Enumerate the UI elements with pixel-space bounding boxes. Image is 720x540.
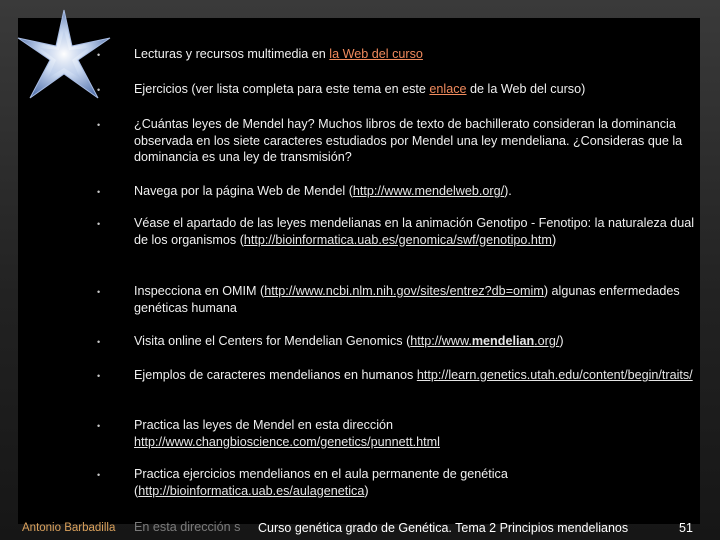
hyperlink[interactable]: enlace <box>429 82 467 96</box>
text-segment: Visita online el Centers for Mendelian Genomics ( <box>134 334 411 348</box>
footer-title: Curso genética grado de Genética. Tema 2 Principios mendelianos <box>258 521 629 535</box>
text-segment: de la Web del curso) <box>466 82 586 96</box>
bullet-icon: • <box>97 219 101 229</box>
bullet-icon: • <box>97 371 101 381</box>
hyperlink[interactable]: http://bioinformatica.uab.es/genomica/swf/genotipo.htm <box>243 232 552 247</box>
hyperlink[interactable]: http://www.mendelweb.org/ <box>352 184 505 198</box>
hyperlink[interactable]: http://www.changbioscience.com/genetics/punnett.html <box>134 434 440 449</box>
list-item-text <box>134 417 696 450</box>
bullet-icon: • <box>97 421 101 431</box>
hyperlink[interactable]: .org/ <box>534 334 560 348</box>
list-item-text <box>134 46 696 63</box>
text-segment: ) <box>364 483 369 498</box>
slide-footer <box>0 518 720 540</box>
bullet-icon: • <box>97 470 101 480</box>
list-item-text <box>134 367 696 384</box>
text-segment: ) <box>551 232 557 247</box>
list-item-text <box>134 215 696 248</box>
list-item-text <box>134 116 696 166</box>
text-segment: Inspecciona en OMIM ( <box>134 284 265 298</box>
page-number: 51 <box>679 521 693 535</box>
hyperlink[interactable]: http://www. <box>410 334 472 348</box>
list-item-text <box>134 183 696 200</box>
text-segment: Lecturas y recursos multimedia en <box>134 47 330 61</box>
text-segment: Ejemplos de caracteres mendelianos en humanos <box>134 368 417 382</box>
text-segment: Practica las leyes de Mendel en esta dirección <box>134 418 394 432</box>
hyperlink[interactable]: http://bioinformatica.uab.es/aulagenetica <box>138 483 365 498</box>
text-segment: Véase el apartado de las leyes mendelianas en la animación Genotipo - Fenotipo: la naturaleza dual de los organismos ( <box>134 216 695 247</box>
text-segment: ) algunas enfermedades genéticas humana <box>134 284 680 315</box>
hyperlink[interactable]: mendelian <box>471 334 535 348</box>
list-item-text <box>134 466 696 499</box>
text-segment: ) <box>559 334 564 348</box>
overflow-text: En esta dirección s <box>134 520 241 534</box>
text-segment: ). <box>504 184 512 198</box>
hyperlink[interactable]: http://learn.genetics.utah.edu/content/begin/traits/ <box>416 368 693 382</box>
bullet-icon: • <box>97 187 101 197</box>
bullet-icon: • <box>97 120 101 130</box>
hyperlink[interactable]: la Web del curso <box>329 47 423 61</box>
text-segment: ¿Cuántas leyes de Mendel hay? Muchos libros de texto de bachillerato consideran la dominancia observada en los siete caracteres estudiados por Mendel una ley mendeliana. ¿Consideras que la dominancia es una ley de transmisión? <box>134 117 683 164</box>
bullet-icon: • <box>97 85 101 95</box>
bullet-icon: • <box>97 287 101 297</box>
list-item-text <box>134 283 696 316</box>
hyperlink[interactable]: http://www.ncbi.nlm.nih.gov/sites/entrez?db=omim <box>264 284 544 298</box>
bullet-icon: • <box>97 337 101 347</box>
text-segment: Ejercicios (ver lista completa para este tema en este <box>134 82 430 96</box>
list-item-text <box>134 81 696 98</box>
bullet-icon: • <box>97 50 101 60</box>
text-segment: Practica ejercicios mendelianos en el aula permanente de genética ( <box>134 467 508 498</box>
footer-author: Antonio Barbadilla <box>22 522 116 534</box>
list-item-text <box>134 333 696 350</box>
text-segment: Navega por la página Web de Mendel ( <box>134 184 353 198</box>
